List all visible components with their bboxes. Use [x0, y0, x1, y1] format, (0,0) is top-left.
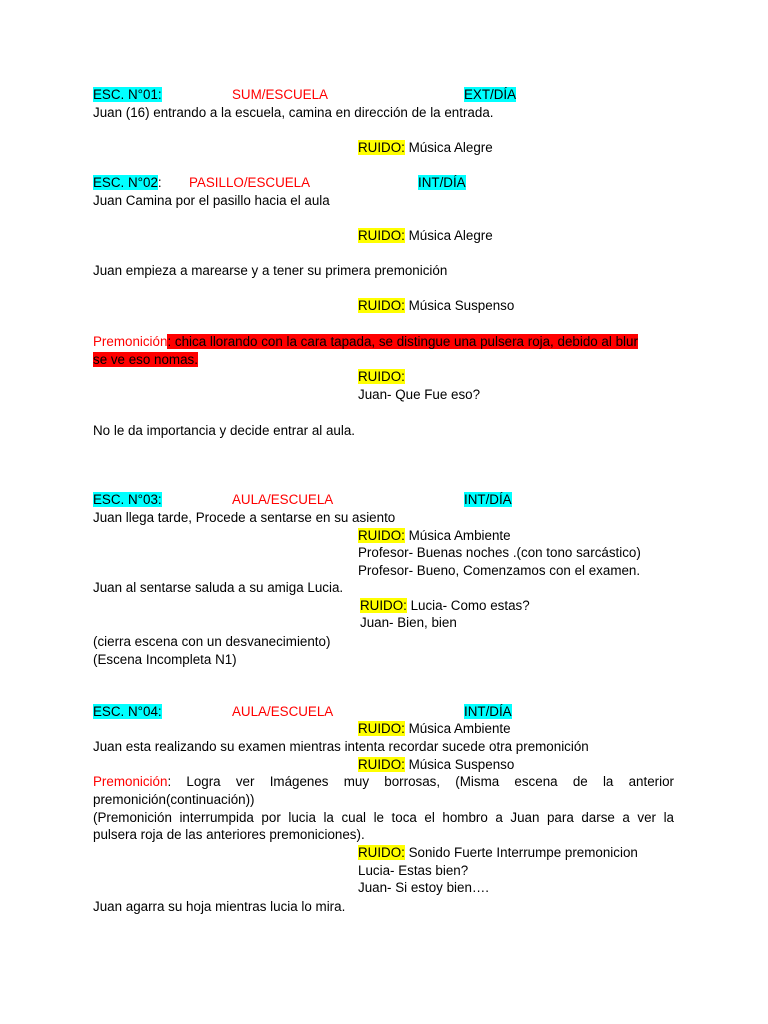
scene-1-ruido — [358, 139, 493, 157]
ruido-label: RUIDO: — [358, 140, 405, 155]
scene-4-dialog-2: Juan- Si estoy bien…. — [358, 880, 489, 895]
scene-3-note-1: (cierra escena con un desvanecimiento) — [93, 634, 331, 649]
scene-3-dialog-3: Juan- Bien, bien — [360, 615, 457, 630]
scene-2-time-text: INT/DÍA — [418, 175, 466, 190]
scene-2-colon: : — [157, 175, 162, 190]
ruido-text: Lucia- Como estas? — [406, 598, 530, 613]
scene-2-action-1: Juan Camina por el pasillo hacia el aula — [93, 193, 330, 208]
scene-2-ruido-1 — [358, 227, 493, 245]
ruido-label: RUIDO: — [358, 528, 405, 543]
scene-3-number — [93, 491, 162, 509]
scene-1-time-text: EXT/DÍA — [464, 87, 517, 102]
ruido-text: Música Ambiente — [404, 721, 511, 736]
scene-2-action-2: Juan empieza a marearse y a tener su primera premonición — [93, 263, 448, 278]
scene-2-premonition-line-2 — [93, 351, 198, 369]
ruido-label: RUIDO: — [358, 298, 405, 313]
scene-4-time — [464, 703, 512, 721]
scene-3-time — [464, 491, 512, 509]
premonition-label: Premonición — [93, 774, 168, 789]
scene-4-time-text: INT/DÍA — [464, 704, 512, 719]
scene-4-number — [93, 703, 162, 721]
scene-2-ruido-3 — [358, 368, 405, 386]
scene-3-note-2: (Escena Incompleta N1) — [93, 652, 237, 667]
ruido-text: Música Suspenso — [404, 757, 515, 772]
scene-4-action-1: Juan esta realizando su examen mientras intenta recordar sucede otra premonición — [93, 739, 589, 754]
premonition-label: Premonición — [93, 334, 168, 349]
ruido-text: Música Alegre — [404, 228, 493, 243]
scene-3-dialog-1: Profesor- Buenas noches .(con tono sarcástico) — [358, 545, 641, 560]
scene-2-time — [418, 174, 466, 192]
ruido-label: RUIDO: — [360, 598, 407, 613]
ruido-text: Música Suspenso — [404, 298, 515, 313]
scene-3-time-text: INT/DÍA — [464, 492, 512, 507]
scene-2-premonition-line-1 — [93, 333, 676, 351]
scene-4-action-2: Juan agarra su hoja mientras lucia lo mira. — [93, 899, 346, 914]
scene-3-place: AULA/ESCUELA — [232, 492, 334, 507]
scene-2-action-3: No le da importancia y decide entrar al aula. — [93, 423, 356, 438]
scene-4-premonition-line-1 — [93, 773, 674, 791]
scene-4-ruido-2 — [358, 756, 514, 774]
scene-3-action-2: Juan al sentarse saluda a su amiga Lucia. — [93, 580, 344, 595]
scene-3-ruido-1 — [358, 527, 511, 545]
ruido-label: RUIDO: — [358, 721, 405, 736]
scene-2-number — [93, 174, 162, 192]
scene-4-ruido-1 — [358, 720, 511, 738]
scene-1-number-text: ESC. N°01: — [93, 87, 162, 102]
scene-3-number-text: ESC. N°03: — [93, 492, 162, 507]
scene-4-dialog-1: Lucia- Estas bien? — [358, 863, 469, 878]
scene-2-place: PASILLO/ESCUELA — [189, 175, 311, 190]
scene-4-number-text: ESC. N°04: — [93, 704, 162, 719]
ruido-label: RUIDO: — [358, 228, 405, 243]
scene-1-number — [93, 86, 162, 104]
scene-4-paragraph-line-2: pulsera roja de las anteriores premoniciones). — [93, 827, 365, 842]
scene-1-time — [464, 86, 516, 104]
scene-4-place: AULA/ESCUELA — [232, 704, 334, 719]
scene-1-action: Juan (16) entrando a la escuela, camina en dirección de la entrada. — [93, 105, 494, 120]
ruido-text: Sonido Fuerte Interrumpe premonicion — [404, 845, 638, 860]
premonition-text: : chica llorando con la cara tapada, se distingue una pulsera roja, debido al blur — [167, 334, 638, 349]
scene-3-ruido-2 — [360, 597, 530, 615]
premonition-text-cont: se ve eso nomas. — [93, 352, 198, 367]
scene-4-ruido-3 — [358, 844, 638, 862]
scene-4-paragraph-line-1: (Premonición interrumpida por lucia la cual le toca el hombro a Juan para darse a ver la — [93, 810, 674, 825]
ruido-label: RUIDO: — [358, 845, 405, 860]
ruido-text: Música Ambiente — [404, 528, 511, 543]
premonition-text: : Logra ver Imágenes muy borrosas, (Misma escena de la anterior — [167, 774, 674, 789]
scene-3-dialog-2: Profesor- Bueno, Comenzamos con el examen. — [358, 563, 641, 578]
scene-2-number-text: ESC. N°02 — [93, 175, 158, 190]
ruido-text: Música Alegre — [404, 140, 493, 155]
scene-2-ruido-2 — [358, 297, 514, 315]
scene-4-premonition-line-2: premonición(continuación)) — [93, 792, 255, 807]
scene-2-dialog-1: Juan- Que Fue eso? — [358, 387, 481, 402]
ruido-label: RUIDO: — [358, 757, 405, 772]
scene-3-action-1: Juan llega tarde, Procede a sentarse en su asiento — [93, 510, 396, 525]
ruido-label: RUIDO: — [358, 369, 405, 384]
scene-1-place: SUM/ESCUELA — [232, 87, 328, 102]
